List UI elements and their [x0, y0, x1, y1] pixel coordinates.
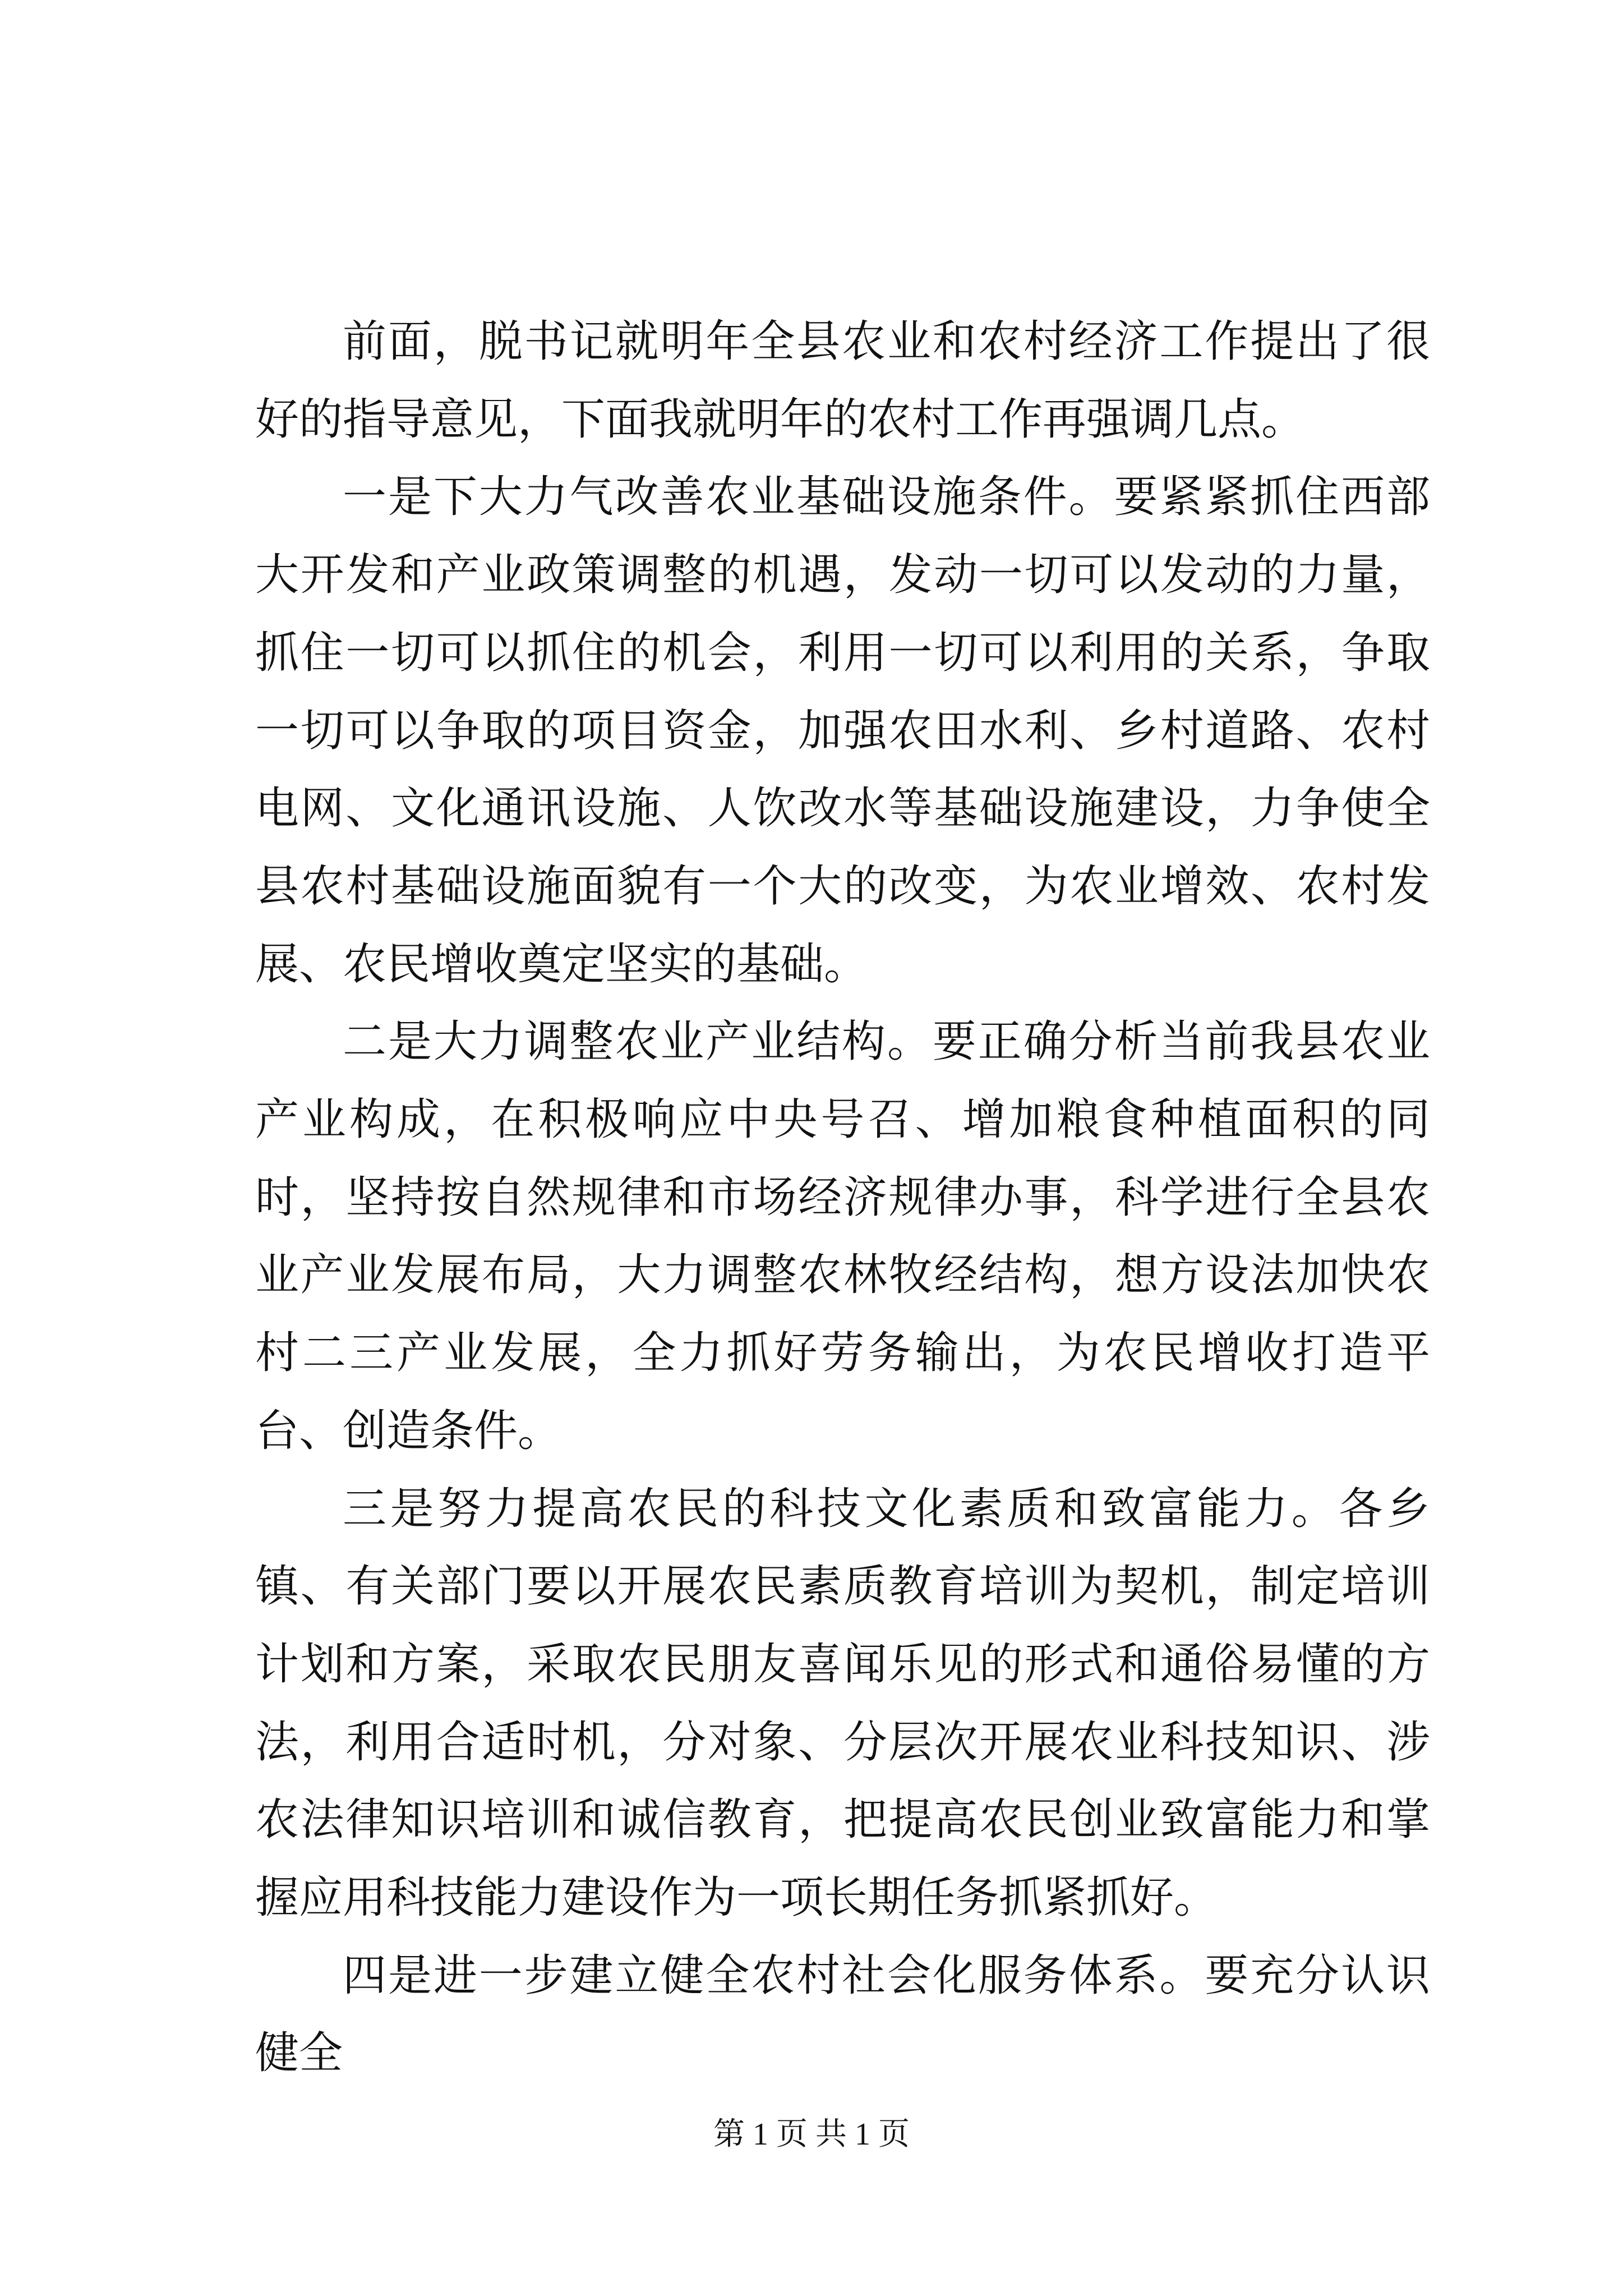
paragraph-point-3: 三是努力提高农民的科技文化素质和致富能力。各乡镇、有关部门要以开展农民素质教育培训为契机，制定培训计划和方案，采取农民朋友喜闻乐见的形式和通俗易懂的方法，利用合适时机，分对象、分层次开展农业科技知识、涉农法律知识培训和诚信教育，把提高农民创业致富能力和掌握应用科技能力建设作为一项长期任务抓紧抓好。 [255, 1483, 1430, 1924]
paragraph-point-1: 一是下大力气改善农业基础设施条件。要紧紧抓住西部大开发和产业政策调整的机遇，发动一切可以发动的力量，抓住一切可以抓住的机会，利用一切可以利用的关系，争取一切可以争取的项目资金，加强农田水利、乡村道路、农村电网、文化通讯设施、人饮改水等基础设施建设，力争使全县农村基础设施面貌有一个大的改变，为农业增效、农村发展、农民增收奠定坚实的基础。 [255, 472, 1430, 990]
paragraph-intro: 前面，脱书记就明年全县农业和农村经济工作提出了很好的指导意见，下面我就明年的农村工作再强调几点。 [255, 316, 1430, 445]
page-number-footer: 第 1 页 共 1 页 [713, 2117, 910, 2152]
paragraph-point-2: 二是大力调整农业产业结构。要正确分析当前我县农业产业构成，在积极响应中央号召、增加粮食种植面积的同时，坚持按自然规律和市场经济规律办事，科学进行全县农业产业发展布局，大力调整农林牧经结构，想方设法加快农村二三产业发展，全力抓好劳务输出，为农民增收打造平台、创造条件。 [255, 1016, 1430, 1456]
document-body [255, 303, 1430, 2092]
paragraph-point-4: 四是进一步建立健全农村社会化服务体系。要充分认识健全 [255, 1950, 1430, 2079]
